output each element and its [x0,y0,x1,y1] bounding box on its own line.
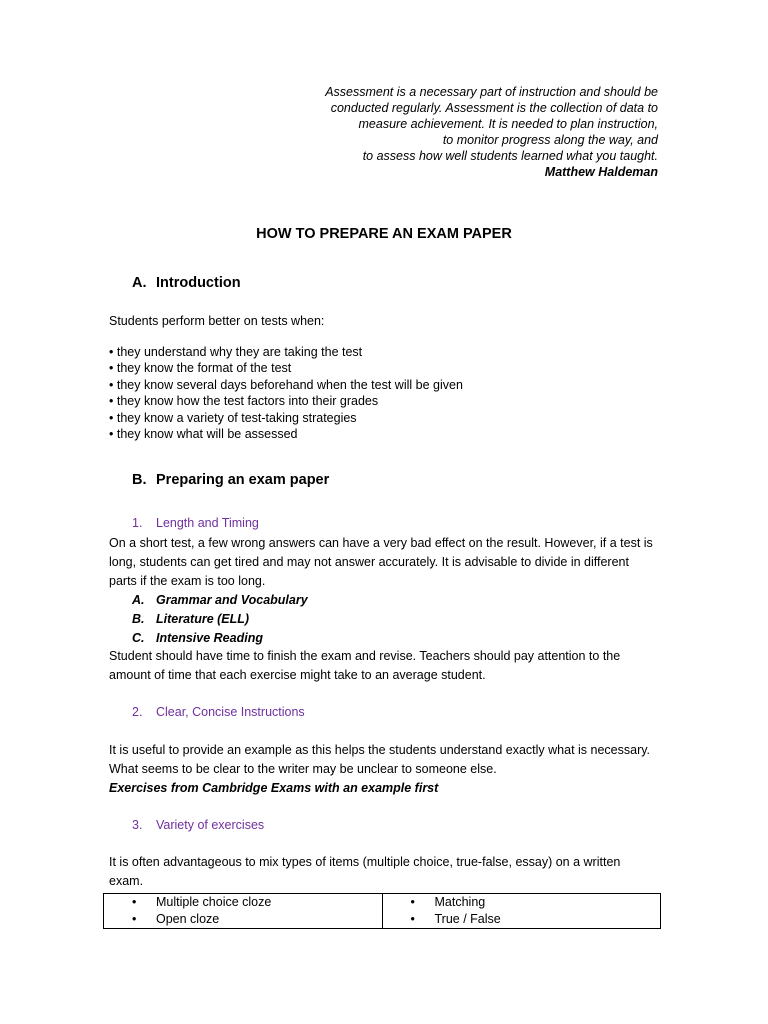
bullet-icon: • [132,895,137,909]
bullet-icon: • [410,912,415,926]
quote-line: to monitor progress along the way, and [442,133,658,147]
subsection-3-number: 3. [132,818,143,832]
subsection-1-number: 1. [132,516,143,530]
list-item: • they know how the test factors into their grades [109,393,463,409]
section-a-letter: A. [132,275,147,291]
list-item: • they know several days beforehand when the test will be given [109,377,463,393]
section-a-title: Introduction [156,275,241,291]
list-item [104,911,382,928]
section-b-heading [132,472,329,488]
quote-author: Matthew Haldeman [544,165,658,179]
section-a-heading [132,275,241,291]
list-item-text: Matching [434,895,486,909]
quote-line: to assess how well students learned what you taught. [362,149,658,163]
list-item [383,894,661,911]
list-item [383,911,661,928]
subsection-3-heading [132,818,264,832]
exercise-types-table [103,893,661,929]
list-item [132,629,308,648]
list-item-text: Open cloze [156,912,220,926]
subsection-1-paragraph-2: Student should have time to finish the exam and revise. Teachers should pay attention to the amount of time that each exercise might take to an average student. [109,649,621,682]
subsection-2-heading [132,705,305,719]
list-item-text: Literature (ELL) [156,612,250,626]
section-a-lead: Students perform better on tests when: [109,314,325,328]
subsection-3-title: Variety of exercises [156,818,265,832]
section-b-letter: B. [132,472,147,488]
subsection-2-paragraph: It is useful to provide an example as this helps the students understand exactly what is necessary. What seems to be clear to the writer may be unclear to someone else. [109,743,651,776]
list-item: • they know a variety of test-taking strategies [109,410,463,426]
list-item-label: A. [132,593,145,607]
list-item [132,610,308,629]
list-item: • they know the format of the test [109,360,463,376]
subsection-1-heading [132,516,259,530]
list-item-text: Intensive Reading [156,631,263,645]
quote-line: conducted regularly. Assessment is the collection of data to [330,101,658,115]
page-title: HOW TO PREPARE AN EXAM PAPER [256,226,512,242]
list-item-label: B. [132,612,145,626]
quote-line: Assessment is a necessary part of instruction and should be [325,85,658,99]
list-item-label: C. [132,631,145,645]
list-item-text: True / False [434,912,501,926]
bullet-icon: • [410,895,415,909]
section-a-bullet-list [109,344,463,442]
list-item: • they know what will be assessed [109,426,463,442]
table-cell-right [382,894,661,929]
epigraph-quote [300,84,658,180]
list-item-text: Grammar and Vocabulary [156,593,308,607]
subsection-2-title: Clear, Concise Instructions [156,705,305,719]
list-item-text: Multiple choice cloze [156,895,272,909]
subsection-2-note: Exercises from Cambridge Exams with an example first [109,781,439,795]
list-item [132,591,308,610]
section-b-title: Preparing an exam paper [156,472,330,488]
subsection-2-number: 2. [132,705,143,719]
subsection-1-title: Length and Timing [156,516,259,530]
subsection-1-paragraph: On a short test, a few wrong answers can have a very bad effect on the result. However, if a test is long, students can get tired and may not answer accurately. It is advisable to divide in different parts if the exam is too long. [109,536,653,588]
table-cell-left [104,894,383,929]
quote-line: measure achievement. It is needed to plan instruction, [358,117,658,131]
list-item [104,894,382,911]
bullet-icon: • [132,912,137,926]
table-row [104,894,661,929]
exam-parts-list [132,591,308,648]
subsection-3-paragraph: It is often advantageous to mix types of items (multiple choice, true-false, essay) on a written exam. [109,855,621,888]
list-item: • they understand why they are taking the test [109,344,463,360]
